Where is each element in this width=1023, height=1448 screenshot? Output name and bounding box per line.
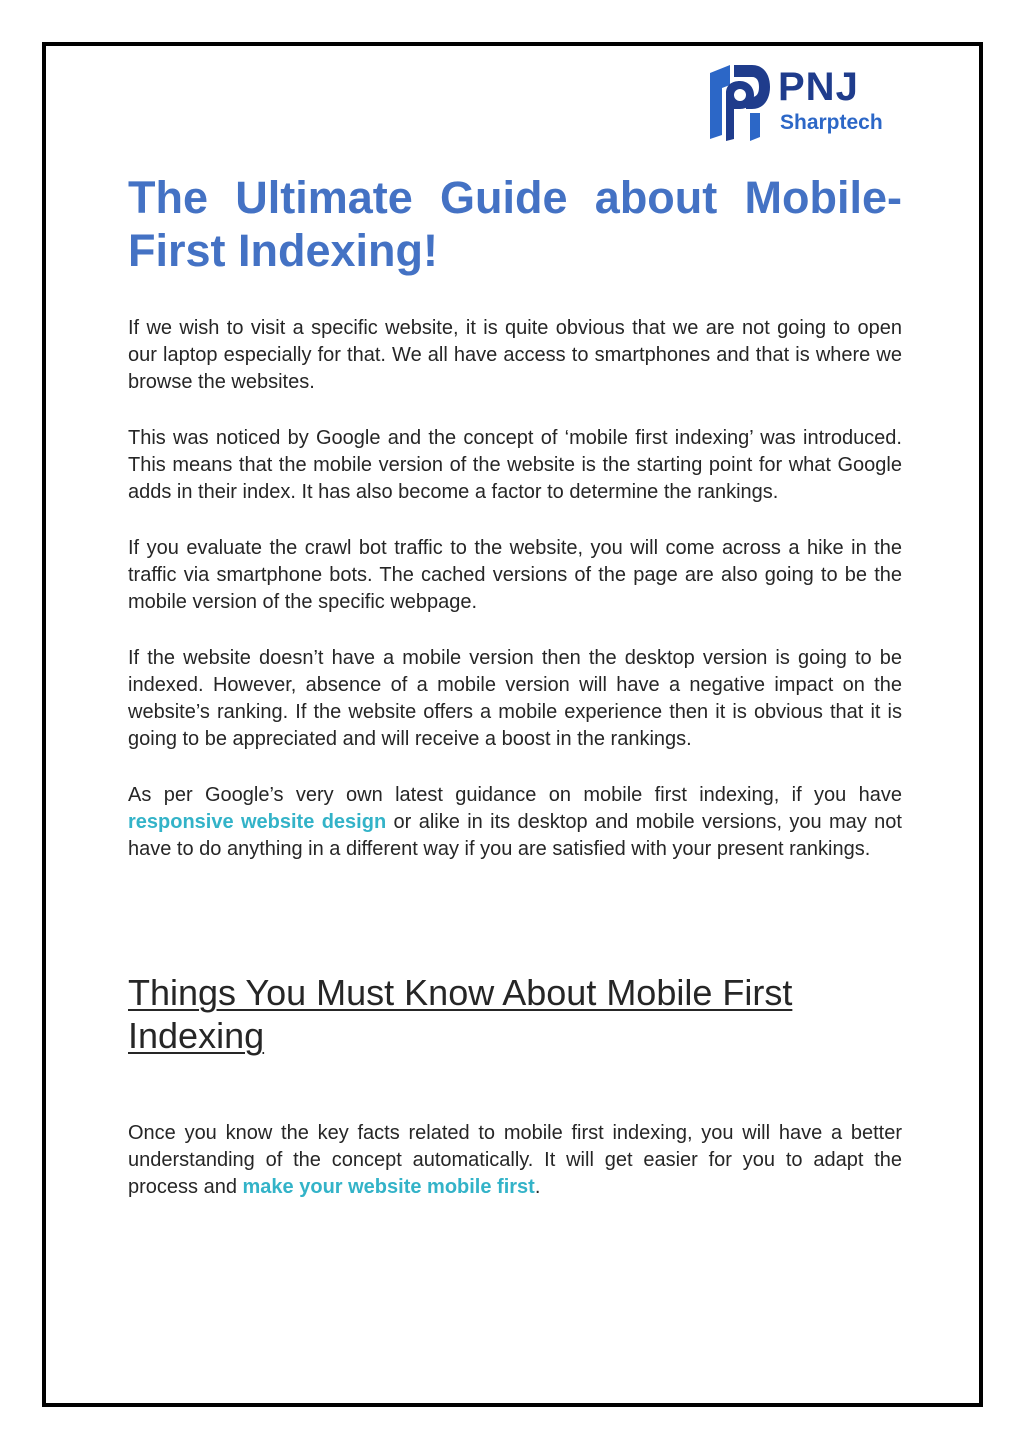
paragraph-1: If we wish to visit a specific website, it is quite obvious that we are not going to open our laptop especially for that. We all have access to smartphones and that is where we browse the websites.: [128, 317, 902, 393]
page-frame: [42, 42, 983, 1407]
paragraph-3: If you evaluate the crawl bot traffic to the website, you will come across a hike in the traffic via smartphone bots. The cached versions of the page are also going to be the mobile version of the specific webpage.: [128, 537, 902, 613]
paragraph-5-text-after: or alike in its desktop and mobile versions, you may not have to do anything in a different way if you are satisfied with your present rankings.: [128, 811, 902, 860]
paragraph-2: This was noticed by Google and the concept of ‘mobile first indexing’ was introduced. This means that the mobile version of the website is the starting point for what Google adds in their index. It has also become a factor to determine the rankings.: [128, 427, 902, 503]
paragraph-5-text-before: As per Google’s very own latest guidance on mobile first indexing, if you have: [128, 784, 902, 806]
mobile-first-link[interactable]: make your website mobile first: [242, 1176, 535, 1198]
paragraph-5: [128, 782, 902, 863]
logo-wordmark: PNJ: [778, 65, 859, 109]
paragraph-6: [128, 1120, 902, 1201]
document-content: [128, 171, 902, 1201]
pnj-logo-mark-icon: [704, 63, 772, 143]
document-title: The Ultimate Guide about Mobile-First Indexing!: [128, 172, 902, 276]
paragraph-4: If the website doesn’t have a mobile version then the desktop version is going to be indexed. However, absence of a mobile version will have a negative impact on the website’s ranking. If the website offers a mobile experience then it is obvious that it is going to be appreciated and will receive a boost in the rankings.: [128, 647, 902, 750]
company-logo: [704, 63, 894, 143]
section-heading: Things You Must Know About Mobile First Indexing: [128, 972, 793, 1056]
paragraph-6-text-after: .: [534, 1176, 541, 1198]
responsive-website-design-link[interactable]: responsive website design: [128, 811, 387, 833]
paragraph-6-text-before: Once you know the key facts related to mobile first indexing, you will have a better understanding of the concept automatically. It will get easier for you to adapt the process and: [128, 1122, 902, 1198]
logo-subtitle: Sharptech: [780, 111, 883, 134]
